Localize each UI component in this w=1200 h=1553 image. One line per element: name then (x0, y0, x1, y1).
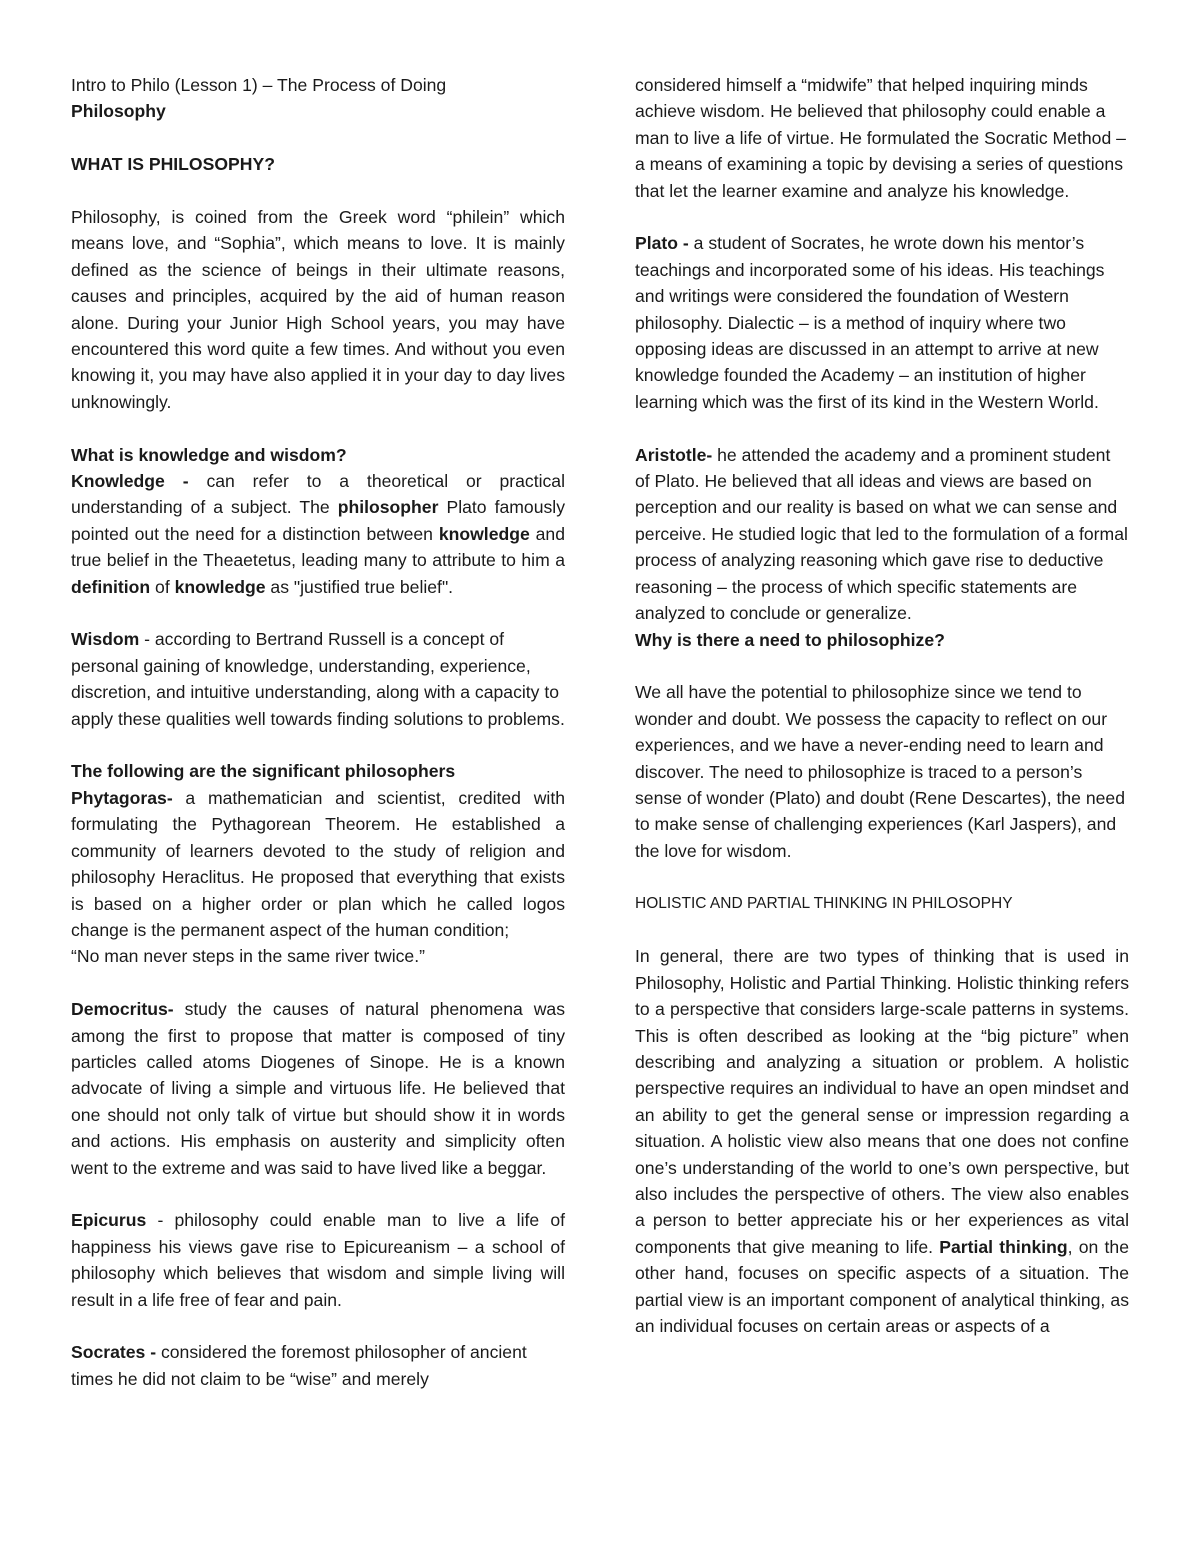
paragraph-socrates-continued: considered himself a “midwife” that helped inquiring minds achieve wisdom. He believed that philosophy could enable a man to live a life of virtue. He formulated the Socratic Method – a means of examining a topic by devising a series of questions that let the learner examine and analyze his knowledge. (635, 75, 1126, 201)
holistic-text-b: , on the other hand, focuses on specific aspects of a situation. The partial view is an important component of analytical thinking, as an individual focuses on certain areas or aspects of a (635, 1236, 1129, 1337)
paragraph-plato (635, 230, 1129, 415)
socrates-text: considered the foremost philosopher of ancient times he did not claim to be “wise” and merely (71, 1342, 527, 1389)
term-socrates: Socrates - (71, 1342, 157, 1363)
heading-knowledge-wisdom: What is knowledge and wisdom? (71, 444, 347, 465)
term-epicurus: Epicurus (71, 1210, 147, 1231)
paragraph-why-philosophize: We all have the potential to philosophize since we tend to wonder and doubt. We possess the capacity to reflect on our experiences, and we have a never-ending need to learn and discover. The need to philosophize is traced to a person’s sense of wonder (Plato) and doubt (Rene Descartes), the need to make sense of challenging experiences (Karl Jaspers), and the love for wisdom. (635, 682, 1125, 861)
heading-significant-philosophers: The following are the significant philosophers (71, 761, 456, 782)
intro-part-b: It is mainly defined as the science of beings in their ultimate reasons, causes and principles, acquired by the aid of human reason alone. During your Junior High School years, you may have encountered this word quite a few times. And without you even knowing it, you may have also applied it in your day to day lives unknowingly. (71, 233, 565, 412)
term-aristotle: Aristotle- (635, 444, 713, 465)
title-line-1: Intro to Philo (Lesson 1) – The Process of Doing (71, 75, 447, 95)
heraclitus-quote: “No man never steps in the same river twice.” (71, 946, 425, 967)
right-column (635, 72, 1129, 1339)
democritus-text: study the causes of natural phenomena was among the first to propose that matter is composed of tiny particles called atoms Diogenes of Sinope. He is a known advocate of living a simple and virtuous life. He believed that one should not only talk of virtue but should show it in words and actions. His emphasis on austerity and simplicity often went to the extreme and was said to have lived like a beggar. (71, 999, 565, 1178)
knowledge-text-c: and true belief in the Theaetetus, leading many to attribute to him a (71, 523, 565, 571)
knowledge-text-b: Plato famously pointed out the need for a distinction between (71, 497, 565, 544)
paragraph-socrates (71, 1339, 565, 1392)
phytagoras-text: a mathematician and scientist, credited with formulating the Pythagorean Theorem. He established a community of learners devoted to the study of religion and philosophy Heraclitus. He proposed that everything that exists is based on a higher order or plan which he called logos change is the permanent aspect of the human condition; (71, 787, 565, 940)
term-democritus: Democritus- (71, 999, 174, 1020)
knowledge-text-d: as "justified true belief". (265, 576, 454, 597)
term-knowledge-2: knowledge (438, 523, 530, 544)
term-definition: definition (71, 576, 151, 597)
plato-text: a student of Socrates, he wrote down his mentor’s teachings and incorporated some of his ideas. His teachings and writings were considered the foundation of Western philosophy. Dialectic – is a method of inquiry where two opposing ideas are discussed in an attempt to arrive at new knowledge founded the Academy – an institution of higher learning which was the first of its kind in the Western World. (635, 233, 1105, 412)
intro-part-a: Philosophy, is coined from the Greek word “philein” which means love, and “Sophia”, which means to love. (71, 207, 565, 254)
heading-why-philosophize: Why is there a need to philosophize? (635, 629, 945, 650)
holistic-text-a: In general, there are two types of thinking that is used in Philosophy, Holistic and Partial Thinking. Holistic thinking refers to a perspective that considers large-scale patterns in systems. This is often described as looking at the “big picture” when describing and analyzing a situation or problem. A holistic perspective requires an individual to have an open mindset and an ability to get the general sense or impression regarding a situation. A holistic view also means that one does not confine one’s understanding of the world to one’s own perspective, but also includes the perspective of others. The view also enables a person to better appreciate his or her experiences as vital components that give meaning to life. (635, 946, 1129, 1257)
paragraph-holistic-partial (635, 943, 1129, 1339)
paragraph-aristotle (635, 442, 1129, 627)
left-column (71, 72, 565, 1392)
paragraph-democritus (71, 996, 565, 1181)
paragraph-philosophy-definition (71, 204, 565, 415)
title-line-2: Philosophy (71, 101, 166, 122)
paragraph-knowledge (71, 468, 565, 600)
epicurus-text: - philosophy could enable man to live a life of happiness his views gave rise to Epicureanism – a school of philosophy which believes that wisdom and simple living will result in a life free of fear and pain. (71, 1210, 565, 1310)
term-partial-thinking: Partial thinking (939, 1236, 1068, 1257)
knowledge-text-of: of (150, 576, 175, 597)
term-philosopher: philosopher (337, 497, 439, 518)
heading-what-is-philosophy: WHAT IS PHILOSOPHY? (71, 154, 275, 175)
aristotle-text: he attended the academy and a prominent student of Plato. He believed that all ideas and views are based on perception and our reality is based on what we can sense and perceive. He studied logic that led to the formulation of a formal process of analyzing reasoning which gave rise to deductive reasoning – the process of which specific statements are analyzed to conclude or generalize. (635, 444, 1128, 624)
paragraph-epicurus (71, 1207, 565, 1313)
document-title (71, 72, 565, 125)
heading-holistic-partial: HOLISTIC AND PARTIAL THINKING IN PHILOSOPHY (635, 894, 1013, 912)
term-knowledge-3: knowledge (174, 576, 266, 597)
paragraph-wisdom (71, 626, 565, 732)
term-wisdom: Wisdom (71, 629, 140, 650)
term-knowledge: Knowledge - (71, 471, 189, 492)
term-plato: Plato - (635, 233, 689, 254)
paragraph-phytagoras (71, 785, 565, 943)
knowledge-text-a: can refer to a theoretical or practical understanding of a subject. The (71, 471, 566, 518)
term-phytagoras: Phytagoras- (71, 787, 173, 808)
wisdom-text: - according to Bertrand Russell is a concept of personal gaining of knowledge, understanding, experience, discretion, and intuitive understanding, along with a capacity to apply these qualities well towards finding solutions to problems. (71, 629, 565, 729)
